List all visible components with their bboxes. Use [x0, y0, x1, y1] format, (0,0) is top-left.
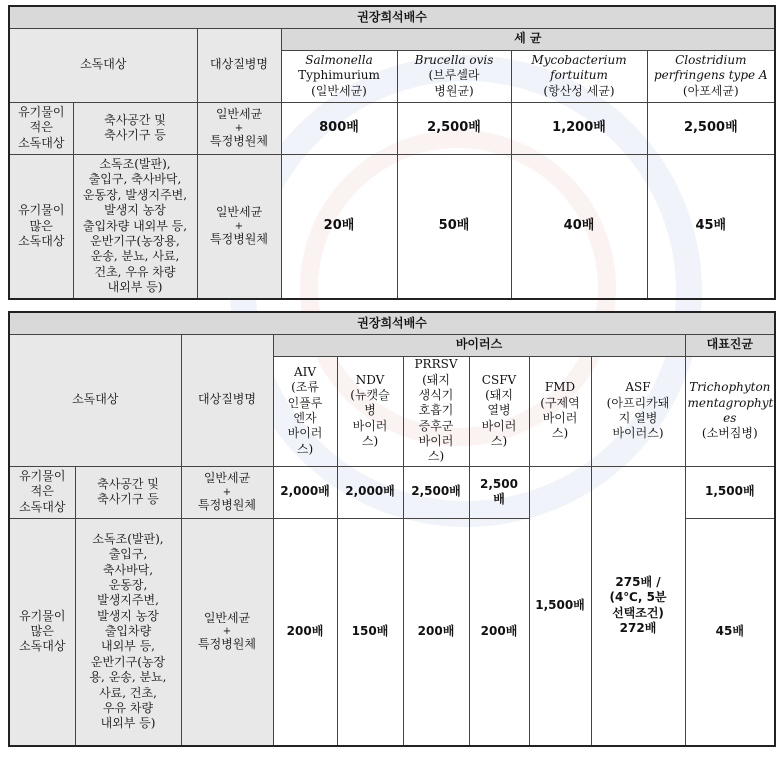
disease-header: 대상질병명	[181, 334, 273, 466]
value-cell: 45배	[685, 518, 775, 746]
organism-fmd: FMD (구제역 바이러 스)	[529, 356, 591, 466]
value-cell: 50배	[397, 154, 511, 299]
table1-title: 권장희석배수	[9, 6, 775, 28]
target-header: 소독대상	[9, 28, 197, 102]
value-cell: 200배	[469, 518, 529, 746]
value-cell: 2,000배	[273, 466, 337, 518]
table2-title: 권장희석배수	[9, 312, 775, 334]
asf-merged-value: 275배 / (4℃, 5분 선택조건) 272배	[591, 466, 685, 746]
organism-salmonella: Salmonella Typhimurium (일반세균)	[281, 50, 397, 102]
fmd-merged-value: 1,500배	[529, 466, 591, 746]
value-cell: 2,500배	[403, 466, 469, 518]
value-cell: 200배	[273, 518, 337, 746]
bacteria-dilution-table	[8, 5, 776, 300]
target-cell: 소독조(발판), 출입구, 축사바닥, 운동장, 발생지주변, 발생지 농장 출입차량 내외부 등, 운반기구(농장용, 운송, 분뇨, 사료, 건초, 우유 차량 내외부 등)	[73, 154, 197, 299]
fungus-group-header: 대표진균	[685, 334, 775, 356]
organism-trichophyton: Trichophyton mentagrophyt es (소버짐병)	[685, 356, 775, 466]
disease-cell: 일반세균 + 특정병원체	[197, 102, 281, 154]
organism-brucella: Brucella ovis (브루셀라 병원균)	[397, 50, 511, 102]
value-cell: 20배	[281, 154, 397, 299]
table-row	[9, 154, 775, 299]
organism-clostridium: Clostridium perfringens type A (아포세균)	[647, 50, 775, 102]
value-cell: 800배	[281, 102, 397, 154]
value-cell: 200배	[403, 518, 469, 746]
table-row	[9, 466, 775, 518]
value-cell: 1,500배	[685, 466, 775, 518]
disease-header: 대상질병명	[197, 28, 281, 102]
organism-asf: ASF (아프리카돼 지 열병 바이러스)	[591, 356, 685, 466]
organism-aiv: AIV (조류 인플루 엔자 바이러 스)	[273, 356, 337, 466]
value-cell: 2,500 배	[469, 466, 529, 518]
category-cell: 유기물이 많은 소독대상	[9, 154, 73, 299]
value-cell: 2,000배	[337, 466, 403, 518]
target-cell: 소독조(발판), 출입구, 축사바닥, 운동장, 발생지주변, 발생지 농장 출입차량 내외부 등, 운반기구(농장 용, 운송, 분뇨, 사료, 건초, 우유 차량 내외부 등)	[75, 518, 181, 746]
organism-ndv: NDV (뉴캣슬 병 바이러 스)	[337, 356, 403, 466]
target-cell: 축사공간 및 축사기구 등	[73, 102, 197, 154]
organism-csfv: CSFV (돼지 열병 바이러 스)	[469, 356, 529, 466]
bacteria-group-header: 세 균	[281, 28, 775, 50]
target-cell: 축사공간 및 축사기구 등	[75, 466, 181, 518]
category-cell: 유기물이 적은 소독대상	[9, 102, 73, 154]
value-cell: 2,500배	[647, 102, 775, 154]
value-cell: 40배	[511, 154, 647, 299]
target-header: 소독대상	[9, 334, 181, 466]
table-row	[9, 102, 775, 154]
virus-fungus-dilution-table	[8, 311, 776, 747]
category-cell: 유기물이 적은 소독대상	[9, 466, 75, 518]
organism-mycobacterium: Mycobacterium fortuitum (항산성 세균)	[511, 50, 647, 102]
disease-cell: 일반세균 + 특정병원체	[197, 154, 281, 299]
disease-cell: 일반세균 + 특정병원체	[181, 466, 273, 518]
value-cell: 150배	[337, 518, 403, 746]
organism-prrsv: PRRSV (돼지 생식기 호흡기 증후군 바이러 스)	[403, 356, 469, 466]
value-cell: 45배	[647, 154, 775, 299]
value-cell: 2,500배	[397, 102, 511, 154]
value-cell: 1,200배	[511, 102, 647, 154]
category-cell: 유기물이 많은 소독대상	[9, 518, 75, 746]
disease-cell: 일반세균 + 특정병원체	[181, 518, 273, 746]
virus-group-header: 바이러스	[273, 334, 685, 356]
